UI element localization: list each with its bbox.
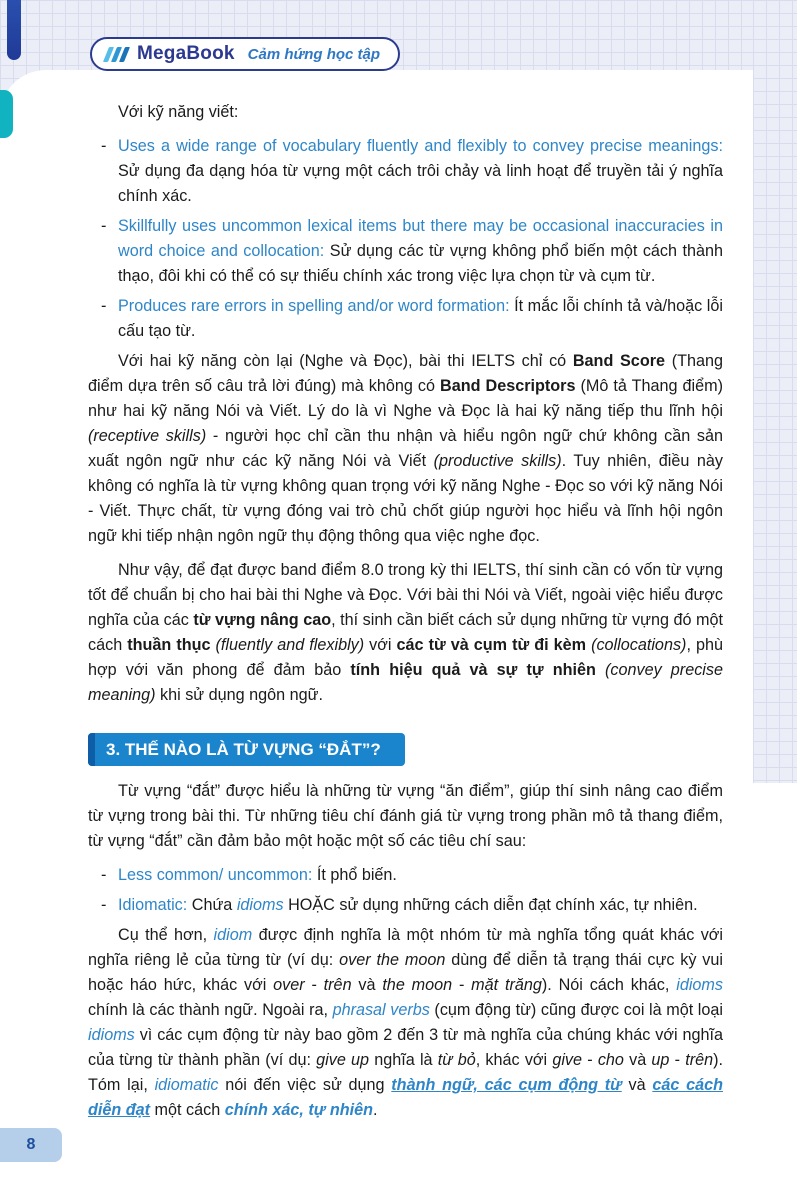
- text-run: nói đến việc sử dụng: [218, 1076, 392, 1094]
- content-blocks: [88, 100, 723, 1132]
- text-run: (convey precise meaning): [88, 661, 723, 704]
- text-run: các cách diễn đạt: [88, 1076, 723, 1119]
- text-run: và: [351, 976, 383, 994]
- text-run: Chứa: [191, 896, 237, 914]
- text-run: dùng để diễn tả trạng thái cực kỳ vui hoặc háo hức, khác với: [88, 951, 724, 994]
- text-run: Band Score: [572, 352, 666, 370]
- text-run: (productive skills): [433, 452, 562, 470]
- text-run: , khác với: [475, 1051, 553, 1069]
- text-run: (fluently and flexibly): [215, 636, 365, 654]
- text-run: mặt trăng: [471, 976, 542, 994]
- paragraph: [88, 558, 723, 708]
- text-run: cho: [597, 1051, 624, 1069]
- text-run: Với kỹ năng viết:: [118, 103, 239, 121]
- text-run: Ít mắc lỗi chính tả và/hoặc lỗi cấu tạo từ.: [118, 297, 724, 340]
- text-run: các từ và cụm từ đi kèm: [396, 636, 587, 654]
- text-run: nghĩa là: [369, 1051, 438, 1069]
- text-run: thuần thục: [127, 636, 211, 654]
- text-run: up: [651, 1051, 670, 1069]
- bullet-item: [88, 893, 723, 918]
- text-run: phrasal verbs: [332, 1001, 430, 1019]
- text-run: Uses a wide range of vocabulary fluently and flexibly to convey precise meanings:: [118, 137, 723, 155]
- text-run: -: [304, 976, 324, 994]
- text-run: , phù hợp với văn phong để đảm bảo: [88, 636, 723, 679]
- text-run: Với hai kỹ năng còn lại (Nghe và Đọc), bài thi IELTS chỉ có: [118, 352, 573, 370]
- text-run: .: [373, 1101, 378, 1119]
- megabook-logo: [90, 37, 400, 71]
- text-run: , thí sinh cần biết cách sử dụng những từ vựng đó một cách: [88, 611, 724, 654]
- text-run: với: [364, 636, 397, 654]
- text-run: . Tuy nhiên, điều này không có nghĩa là từ vựng không quan trọng với kỹ năng Nghe - Đọc so với kỹ năng Nói - Viết. Thực chất, từ vựng đóng vai trò chủ chốt giúp người học hiểu và lĩnh hội ngôn ngữ khi tiếp nhận ngôn ngữ thụ động thông qua việc nghe đọc.: [88, 452, 723, 545]
- text-run: the moon: [382, 976, 453, 994]
- text-run: Band Descriptors: [440, 377, 576, 395]
- text-run: được định nghĩa là một nhóm từ mà nghĩa tổng quát khác với nghĩa riêng lẻ của từng từ (ví dụ:: [88, 926, 724, 969]
- text-run: từ vựng nâng cao: [193, 611, 332, 629]
- logo-text: MegaBook: [137, 43, 235, 64]
- text-run: thành ngữ, các cụm động từ: [391, 1076, 622, 1094]
- bullet-item: [88, 863, 723, 888]
- text-run: idiom: [213, 926, 253, 944]
- text-run: idioms: [236, 896, 284, 914]
- page-number: 8: [26, 1136, 36, 1153]
- text-run: và: [623, 1051, 652, 1069]
- grid-pattern-right: [753, 0, 797, 784]
- text-run: Cụ thể hơn,: [118, 926, 214, 944]
- text-run: chính là các thành ngữ. Ngoài ra,: [88, 1001, 333, 1019]
- text-run: (Thang điểm dựa trên số câu trả lời đúng) mà không có: [88, 352, 723, 395]
- logo-chevrons-icon: [106, 47, 130, 62]
- text-run: -: [452, 976, 472, 994]
- text-run: - người học chỉ cần thu nhận và hiểu ngôn ngữ chứ không cần sản xuất ngôn ngữ như các kỹ năng Nói và Viết: [88, 427, 723, 470]
- text-run: Sử dụng đa dạng hóa từ vựng một cách trôi chảy và linh hoạt để truyền tải ý nghĩa chính xác.: [118, 162, 723, 205]
- text-run: Less common/ uncommon:: [118, 866, 317, 884]
- text-run: over: [273, 976, 305, 994]
- text-run: (collocations): [591, 636, 687, 654]
- paragraph: [88, 100, 723, 125]
- teal-accent-tab: [0, 90, 13, 138]
- bookmark-ribbon: [7, 0, 21, 60]
- paragraph: [88, 779, 723, 854]
- text-run: idioms: [676, 976, 723, 994]
- bullet-item: [88, 294, 723, 344]
- section-heading-text: 3. THẾ NÀO LÀ TỪ VỰNG “ĐẮT”?: [106, 740, 381, 759]
- text-run: Như vậy, để đạt được band điểm 8.0 trong kỳ thi IELTS, thí sinh cần có vốn từ vựng tốt để chuẩn bị cho hai bài thi Nghe và Đọc. Với bài thi Nói và Viết, ngoài việc hiểu được nghĩa của các: [88, 561, 723, 629]
- text-run: trên: [323, 976, 352, 994]
- section-heading: [88, 733, 405, 766]
- text-run: Sử dụng các từ vựng không phổ biến một cách thành thạo, đôi khi có thể có sự thiếu chính xác trong việc lựa chọn từ và cụm từ.: [118, 242, 723, 285]
- page-sheet-lower-right: [753, 783, 797, 1200]
- text-run: tính hiệu quả và sự tự nhiên: [350, 661, 596, 679]
- text-run: Ít phổ biến.: [316, 866, 397, 884]
- text-run: HOẶC sử dụng những cách diễn đạt chính xác, tự nhiên.: [283, 896, 698, 914]
- paragraph: [88, 923, 723, 1123]
- paragraph: [88, 349, 723, 549]
- text-run: chính xác, tự nhiên: [224, 1101, 374, 1119]
- bullet-item: [88, 214, 723, 289]
- text-run: vì các cụm động từ này bao gồm 2 đến 3 từ mà nghĩa của chúng khác với nghĩa của từng từ thành phần (ví dụ:: [88, 1026, 723, 1069]
- text-run: trên: [685, 1051, 714, 1069]
- text-run: -: [669, 1051, 686, 1069]
- text-run: give up: [316, 1051, 370, 1069]
- text-run: Từ vựng “đắt” được hiểu là những từ vựng “ăn điểm”, giúp thí sinh nâng cao điểm từ vựng trong bài thi. Từ những tiêu chí đánh giá từ vựng trong phần mô tả thang điểm, từ vựng “đắt” cần đảm bảo một hoặc một số các tiêu chí sau:: [88, 782, 723, 850]
- text-run: idiomatic: [154, 1076, 219, 1094]
- logo-tagline: Cảm hứng học tập: [247, 45, 381, 63]
- text-run: (receptive skills): [88, 427, 207, 445]
- text-run: ). Nói cách khác,: [541, 976, 677, 994]
- text-run: [596, 661, 605, 679]
- text-run: over the moon: [339, 951, 446, 969]
- text-run: Idiomatic:: [118, 896, 192, 914]
- text-run: -: [582, 1051, 598, 1069]
- text-run: (cụm động từ) cũng được coi là một loại: [429, 1001, 723, 1019]
- heading-accent-edge: [88, 733, 95, 766]
- text-run: give: [552, 1051, 583, 1069]
- page-number-badge: [0, 1128, 62, 1162]
- bullet-item: [88, 134, 723, 209]
- text-run: Skillfully uses uncommon lexical items but there may be occasional inaccuracies in word choice and collocation:: [118, 217, 723, 260]
- text-run: khi sử dụng ngôn ngữ.: [155, 686, 323, 704]
- text-run: một cách: [150, 1101, 225, 1119]
- text-run: Produces rare errors in spelling and/or word formation:: [118, 297, 515, 315]
- text-run: (Mô tả Thang điểm) như hai kỹ năng Nói và Viết. Lý do là vì Nghe và Đọc là hai kỹ năng tiếp thu lĩnh hội: [88, 377, 724, 420]
- text-run: và: [621, 1076, 653, 1094]
- text-run: từ bỏ: [437, 1051, 476, 1069]
- text-run: ). Tóm lại,: [88, 1051, 724, 1094]
- text-run: idioms: [88, 1026, 135, 1044]
